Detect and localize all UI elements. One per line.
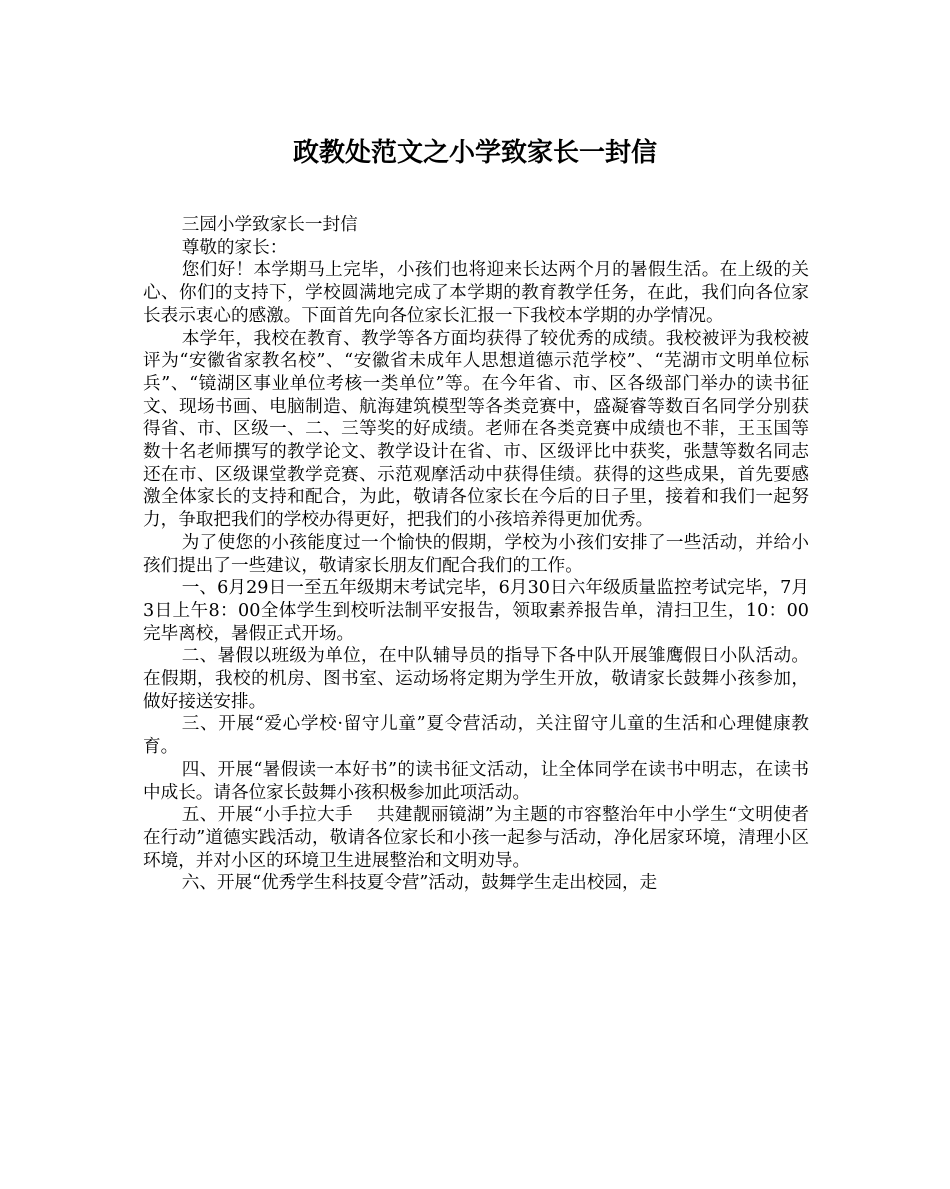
list-item: 六、开展“优秀学生科技夏令营”活动，鼓舞学生走出校园，走 <box>181 873 658 894</box>
list-item: 三、开展“爱心学校·留守儿童”夏令营活动，关注留守儿童的生活和心理健康教育。 <box>143 714 809 758</box>
salutation: 尊敬的家长： <box>181 237 288 258</box>
document-body <box>143 214 809 895</box>
body-paragraph: 本学年，我校在教育、教学等各方面均获得了较优秀的成绩。我校被评为我校被评为“安徽省家教名校”、“安徽省未成年人思想道德示范学校”、“芜湖市文明单位标兵”、“镜湖区事业单位考核一类单位”等。在今年省、市、区各级部门举办的读书征文、现场书画、电脑制造、航海建筑模型等各类竞赛中，盛凝睿等数百名同学分别获得省、市、区级一、二、三等奖的好成绩。老师在各类竞赛中成绩也不菲，王玉国等数十名老师撰写的教学论文、教学设计在省、市、区级评比中获奖，张慧等数名同志还在市、区级课堂教学竞赛、示范观摩活动中获得佳绩。获得的这些成果，首先要感激全体家长的支持和配合，为此，敬请各位家长在今后的日子里，接着和我们一起努力，争取把我们的学校办得更好，把我们的小孩培养得更加优秀。 <box>143 328 809 531</box>
list-item: 二、暑假以班级为单位，在中队辅导员的指导下各中队开展雏鹰假日小队活动。在假期，我校的机房、图书室、运动场将定期为学生开放，敬请家长鼓舞小孩参加，做好接送安排。 <box>143 646 809 712</box>
list-item: 五、开展“小手拉大手 共建靓丽镜湖”为主题的市容整治年中小学生“文明使者在行动”道德实践活动，敬请各位家长和小孩一起参与活动，净化居家环境，清理小区环境，并对小区的环境卫生进展整治和文明劝导。 <box>143 805 809 871</box>
letter-heading: 三园小学致家长一封信 <box>181 215 358 235</box>
document-title: 政教处范文之小学致家长一封信 <box>292 138 657 168</box>
body-paragraph: 您们好！本学期马上完毕，小孩们也将迎来长达两个月的暑假生活。在上级的关心、你们的支持下，学校圆满地完成了本学期的教育教学任务，在此，我们向各位家长表示衷心的感激。下面首先向各位家长汇报一下我校本学期的办学情况。 <box>143 260 809 326</box>
body-paragraph: 为了使您的小孩能度过一个愉快的假期，学校为小孩们安排了一些活动，并给小孩们提出了一些建议，敬请家长朋友们配合我们的工作。 <box>143 532 809 576</box>
list-item: 一、6月29日一至五年级期末考试完毕，6月30日六年级质量监控考试完毕，7月3日上午8：00全体学生到校听法制平安报告，领取素养报告单，清扫卫生，10：00完毕离校，暑假正式开场。 <box>143 578 809 644</box>
list-item: 四、开展“暑假读一本好书”的读书征文活动，让全体同学在读书中明志，在读书中成长。请各位家长鼓舞小孩积极参加此项活动。 <box>143 759 809 803</box>
